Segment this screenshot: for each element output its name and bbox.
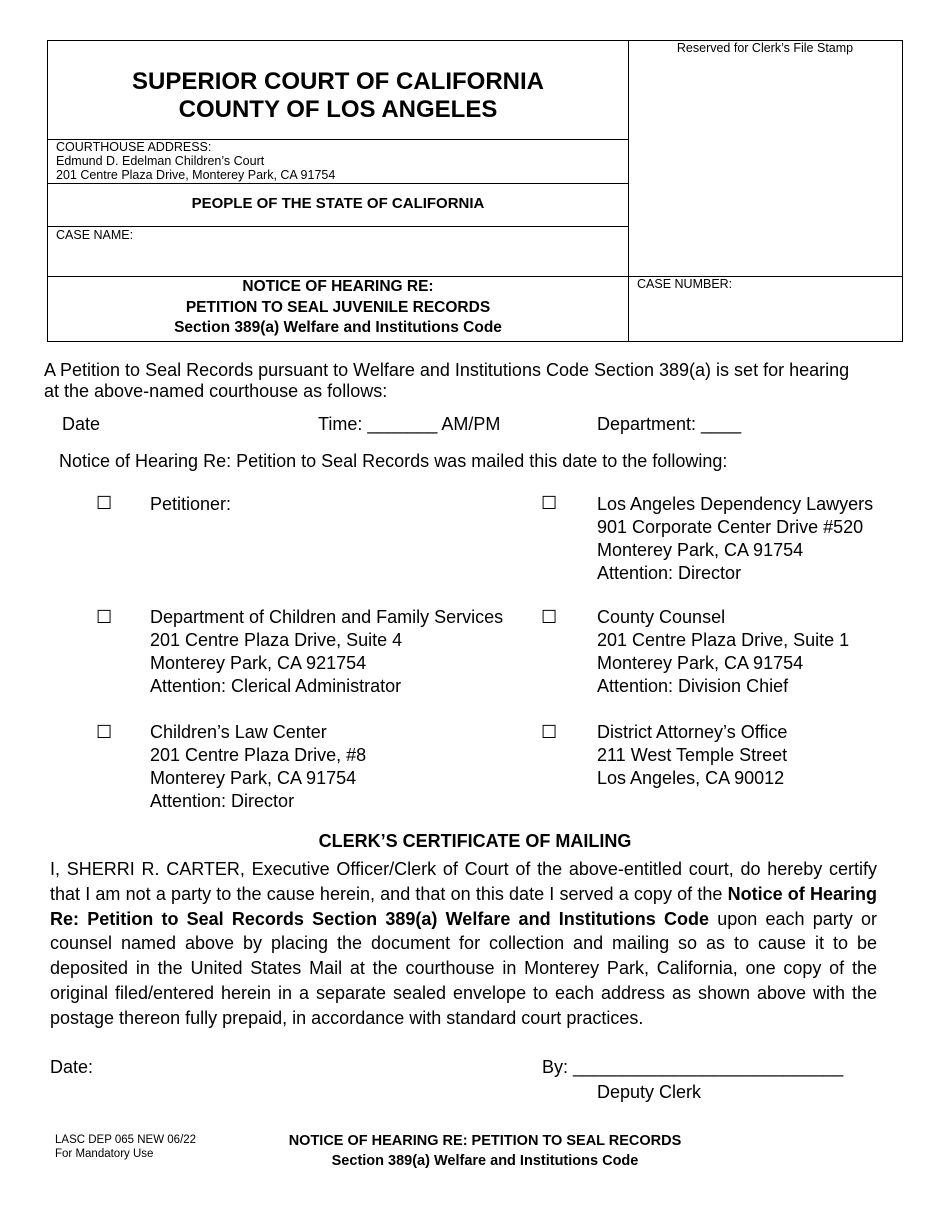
court-name-line1: SUPERIOR COURT OF CALIFORNIA <box>132 68 544 95</box>
certificate-document-title: Notice of Hearing Re: Petition to Seal Records Section 389(a) Welfare and Institutions Code <box>50 883 877 929</box>
recipient-line: Attention: Division Chief <box>597 676 789 696</box>
dcfs-checkbox[interactable]: ☐ <box>96 607 113 627</box>
recipient-dependency-lawyers <box>597 493 873 585</box>
notice-title-line2: PETITION TO SEAL JUVENILE RECORDS <box>185 298 491 316</box>
recipient-line: Attention: Clerical Administrator <box>150 676 402 696</box>
recipient-childrens-law <box>150 721 366 813</box>
recipient-petitioner <box>150 493 231 516</box>
court-name <box>48 68 628 124</box>
childrens-law-checkbox[interactable]: ☐ <box>96 722 113 742</box>
address-label: COURTHOUSE ADDRESS: <box>56 140 212 154</box>
recipient-line: Department of Children and Family Services <box>150 607 504 627</box>
caption-divider <box>47 183 628 184</box>
form-usage: For Mandatory Use <box>55 1148 154 1160</box>
recipient-line: Attention: Director <box>597 563 742 583</box>
notice-title <box>48 277 628 339</box>
recipient-line: Monterey Park, CA 921754 <box>150 653 367 673</box>
recipient-line: District Attorney’s Office <box>597 722 788 742</box>
intro-line2: at the above-named courthouse as follows: <box>44 381 388 401</box>
notice-title-line1: NOTICE OF HEARING RE: <box>242 278 434 295</box>
recipient-line: Petitioner: <box>150 494 232 514</box>
signature-by-line[interactable]: By: ___________________________ <box>542 1057 844 1077</box>
petitioner-checkbox[interactable]: ☐ <box>96 493 113 513</box>
recipient-line: Monterey Park, CA 91754 <box>150 768 357 788</box>
recipient-line: Children’s Law Center <box>150 722 327 742</box>
notice-title-line3: Section 389(a) Welfare and Institutions Code <box>174 319 502 336</box>
certificate-text: upon each party or counsel named above by placing the document for collection and mailing so as to cause it to be deposited in the United States Mail at the courthouse in Monterey Park, California, one copy of the original filed/entered herein in a separate sealed envelope to each address as shown above with the postage thereon fully prepaid, in accordance with standard court practices. <box>50 908 877 1028</box>
certificate-text: I, SHERRI R. CARTER, Executive Officer/Clerk of Court of the above-entitled court, do hereby certify that I am not a party to the cause herein, and that on this date I served a copy of the <box>50 859 877 904</box>
intro-paragraph <box>44 360 914 402</box>
address-line1: Edmund D. Edelman Children’s Court <box>56 154 265 168</box>
deputy-clerk-label: Deputy Clerk <box>597 1082 702 1102</box>
footer-title-line2: Section 389(a) Welfare and Institutions Code <box>331 1153 639 1169</box>
court-name-line2: COUNTY OF LOS ANGELES <box>178 96 498 123</box>
people-of-state: PEOPLE OF THE STATE OF CALIFORNIA <box>191 195 485 212</box>
hearing-department-label: Department: ____ <box>597 414 742 434</box>
recipient-line: Monterey Park, CA 91754 <box>597 540 804 560</box>
case-number-label: CASE NUMBER: <box>637 277 733 291</box>
recipient-line: 901 Corporate Center Drive #520 <box>597 517 864 537</box>
recipient-line: Los Angeles, CA 90012 <box>597 768 785 788</box>
courthouse-address <box>56 140 335 182</box>
caption-divider-vertical <box>628 40 629 342</box>
hearing-date-label: Date <box>62 414 101 434</box>
file-stamp-label: Reserved for Clerk’s File Stamp <box>676 41 854 55</box>
district-attorney-checkbox[interactable]: ☐ <box>541 722 558 742</box>
recipient-line: 211 West Temple Street <box>597 745 788 765</box>
recipient-line: 201 Centre Plaza Drive, #8 <box>150 745 367 765</box>
recipient-line: Attention: Director <box>150 791 295 811</box>
caption-divider <box>47 226 628 227</box>
recipient-county-counsel <box>597 606 849 698</box>
recipient-district-attorney <box>597 721 787 790</box>
case-name-label: CASE NAME: <box>56 228 134 242</box>
mailed-statement: Notice of Hearing Re: Petition to Seal Records was mailed this date to the following: <box>59 451 728 471</box>
recipient-line: County Counsel <box>597 607 726 627</box>
address-line2: 201 Centre Plaza Drive, Monterey Park, CA 91754 <box>56 168 336 182</box>
county-counsel-checkbox[interactable]: ☐ <box>541 607 558 627</box>
dependency-lawyers-checkbox[interactable]: ☐ <box>541 493 558 513</box>
certificate-body <box>50 857 877 1031</box>
footer-title <box>260 1131 710 1171</box>
case-number-field[interactable] <box>630 277 900 341</box>
hearing-time-label: Time: _______ AM/PM <box>318 414 501 434</box>
recipient-line: Los Angeles Dependency Lawyers <box>597 494 874 514</box>
footer-title-line1: NOTICE OF HEARING RE: PETITION TO SEAL RECORDS <box>288 1133 682 1149</box>
certificate-title: CLERK’S CERTIFICATE OF MAILING <box>318 831 632 851</box>
recipient-line: Monterey Park, CA 91754 <box>597 653 804 673</box>
signature-date-label: Date: <box>50 1057 94 1077</box>
intro-line1: A Petition to Seal Records pursuant to Welfare and Institutions Code Section 389(a) is set for hearing <box>44 360 850 380</box>
recipient-line: 201 Centre Plaza Drive, Suite 1 <box>597 630 850 650</box>
form-number: LASC DEP 065 NEW 06/22 <box>55 1134 197 1146</box>
form-id <box>55 1133 196 1161</box>
recipient-dcfs <box>150 606 503 698</box>
recipient-line: 201 Centre Plaza Drive, Suite 4 <box>150 630 403 650</box>
